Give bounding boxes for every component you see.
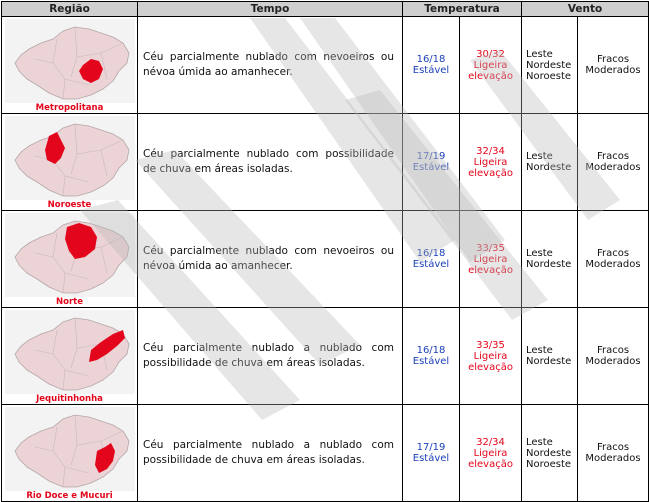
- tmin-value: 17/19: [416, 442, 446, 453]
- tmax-trend: Ligeira: [473, 59, 508, 71]
- tmax-trend: elevação: [468, 264, 513, 276]
- tmin-cell: [403, 308, 460, 405]
- header-regiao: Região: [2, 2, 138, 17]
- tmin-cell: [403, 211, 460, 308]
- tmax-trend: elevação: [468, 458, 513, 470]
- wind-intensity: Moderados: [585, 453, 641, 464]
- wind-intensity-cell: [578, 405, 649, 502]
- tmax-trend: Ligeira: [473, 447, 508, 459]
- forecast-table: [1, 1, 649, 502]
- tempo-text: Céu parcialmente nublado a nublado com possibilidade de chuva em áreas isoladas.: [138, 308, 403, 405]
- forecast-row: [2, 211, 649, 308]
- region-cell: [2, 114, 138, 211]
- wind-direction: Nordeste: [526, 259, 572, 270]
- region-map: [5, 407, 135, 491]
- wind-direction-cell: [522, 17, 578, 114]
- tempo-text: Céu parcialmente nublado com nevoeiros ou névoa úmida ao amanhecer.: [138, 17, 403, 114]
- region-map: [5, 116, 135, 200]
- tmin-trend: Estável: [412, 259, 450, 270]
- region-cell: [2, 211, 138, 308]
- wind-direction-cell: [522, 308, 578, 405]
- region-map: [5, 19, 135, 103]
- tmax-cell: [460, 17, 522, 114]
- tmax-cell: [460, 405, 522, 502]
- wind-direction: Nordeste: [526, 162, 572, 173]
- tmax-value: 32/34: [476, 436, 505, 448]
- wind-intensity: Fracos: [596, 442, 630, 453]
- tmin-trend: Estável: [412, 162, 450, 173]
- wind-direction: Leste: [526, 151, 553, 162]
- region-cell: [2, 17, 138, 114]
- wind-intensity: Moderados: [585, 65, 641, 76]
- wind-direction-cell: [522, 405, 578, 502]
- region-name: Norte: [56, 297, 83, 307]
- tmax-trend: elevação: [468, 167, 513, 179]
- region-cell: [2, 405, 138, 502]
- forecast-row: [2, 114, 649, 211]
- wind-direction: Leste: [526, 48, 553, 60]
- header-row: [2, 2, 649, 17]
- forecast-row: [2, 17, 649, 114]
- tmax-cell: [460, 211, 522, 308]
- wind-intensity-cell: [578, 17, 649, 114]
- wind-direction-cell: [522, 114, 578, 211]
- wind-direction: Noroeste: [526, 458, 572, 470]
- wind-direction: Noroeste: [526, 70, 572, 82]
- region-name: Metropolitana: [35, 103, 104, 113]
- wind-intensity-cell: [578, 308, 649, 405]
- header-vento: Vento: [522, 2, 649, 17]
- wind-intensity-cell: [578, 211, 649, 308]
- wind-intensity: Moderados: [585, 259, 641, 270]
- tempo-text: Céu parcialmente nublado com possibilidade de chuva em áreas isoladas.: [138, 114, 403, 211]
- tmax-trend: Ligeira: [473, 156, 508, 168]
- wind-intensity-cell: [578, 114, 649, 211]
- tmin-trend: Estável: [412, 356, 450, 367]
- tmax-value: 33/35: [476, 339, 505, 351]
- region-name: Jequitinhonha: [36, 394, 103, 404]
- tmax-trend: Ligeira: [473, 350, 508, 362]
- tmin-value: 17/19: [416, 151, 446, 162]
- tmax-value: 30/32: [476, 48, 505, 60]
- tmin-value: 16/18: [416, 248, 446, 259]
- tmax-trend: elevação: [468, 361, 513, 373]
- wind-intensity: Fracos: [596, 151, 630, 162]
- wind-intensity: Fracos: [596, 248, 630, 259]
- tmax-value: 32/34: [476, 145, 505, 157]
- tmin-trend: Estável: [412, 453, 450, 464]
- wind-intensity: Moderados: [585, 356, 641, 367]
- tempo-text: Céu parcialmente nublado com nevoeiros ou névoa úmida ao amanhecer.: [138, 211, 403, 308]
- tmin-cell: [403, 17, 460, 114]
- tmax-cell: [460, 308, 522, 405]
- wind-intensity: Moderados: [585, 162, 641, 173]
- tmax-trend: elevação: [468, 70, 513, 82]
- forecast-row: [2, 308, 649, 405]
- wind-direction: Leste: [526, 248, 553, 259]
- wind-direction: Nordeste: [526, 356, 572, 367]
- region-map: [5, 310, 135, 394]
- tmin-value: 16/18: [416, 54, 446, 65]
- header-temperatura: Temperatura: [403, 2, 522, 17]
- tmin-trend: Estável: [412, 65, 450, 76]
- region-map: [5, 213, 135, 297]
- tmax-value: 33/35: [476, 242, 505, 254]
- wind-direction: Leste: [526, 436, 553, 448]
- header-tempo: Tempo: [138, 2, 403, 17]
- wind-direction: Leste: [526, 345, 553, 356]
- tmin-cell: [403, 405, 460, 502]
- tmin-cell: [403, 114, 460, 211]
- wind-direction: Nordeste: [526, 59, 572, 71]
- region-name: Rio Doce e Mucuri: [26, 491, 113, 501]
- tmin-value: 16/18: [416, 345, 446, 356]
- wind-direction: Nordeste: [526, 447, 572, 459]
- region-cell: [2, 308, 138, 405]
- wind-intensity: Fracos: [596, 54, 630, 65]
- tmax-cell: [460, 114, 522, 211]
- wind-intensity: Fracos: [596, 345, 630, 356]
- tempo-text: Céu parcialmente nublado a nublado com possibilidade de chuva em áreas isoladas.: [138, 405, 403, 502]
- forecast-row: [2, 405, 649, 502]
- region-name: Noroeste: [47, 200, 92, 210]
- tmax-trend: Ligeira: [473, 253, 508, 265]
- wind-direction-cell: [522, 211, 578, 308]
